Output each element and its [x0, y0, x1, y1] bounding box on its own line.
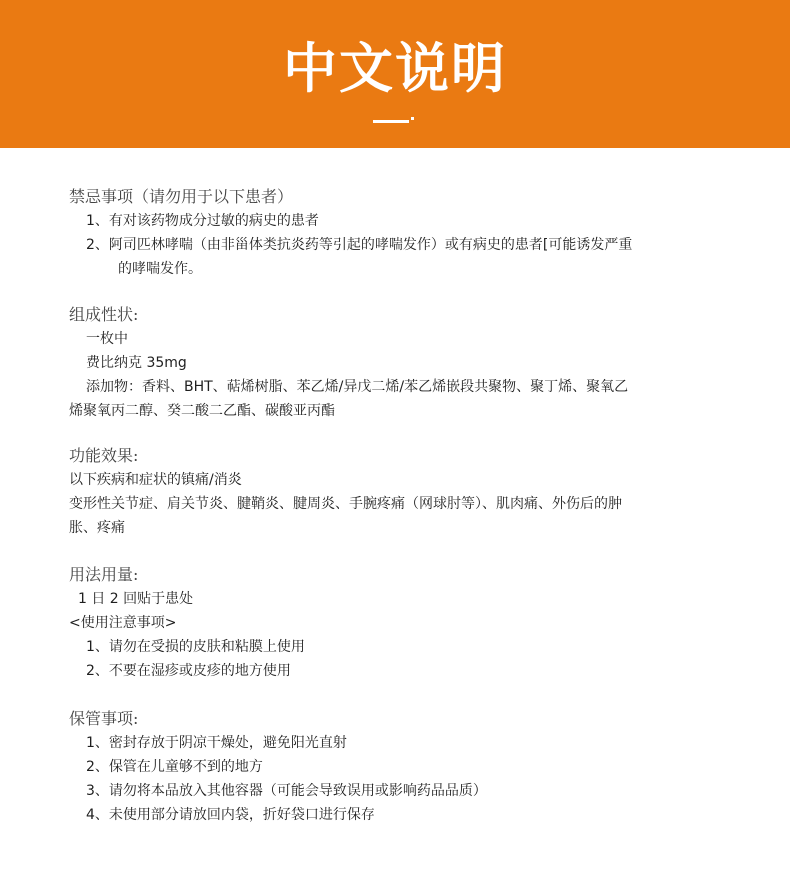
- effects-line-3: 胀、疼痛: [69, 520, 125, 536]
- usage-line-1: 1 日 2 回贴于患处: [78, 591, 194, 607]
- storage-line-1: 1、密封存放于阴凉干燥处，避免阳光直射: [86, 735, 347, 751]
- storage-title: 保管事项:: [69, 709, 139, 728]
- effects-title: 功能效果:: [69, 446, 139, 465]
- title-underline: [373, 120, 409, 123]
- composition-line-1: 一枚中: [86, 331, 128, 347]
- effects-line-1: 以下疾病和症状的镇痛/消炎: [69, 472, 242, 488]
- composition-line-3: 添加物：香料、BHT、萜烯树脂、苯乙烯/异戊二烯/苯乙烯嵌段共聚物、聚丁烯、聚氧乙: [86, 379, 629, 395]
- composition-line-4: 烯聚氧丙二醇、癸二酸二乙酯、碳酸亚丙酯: [69, 403, 335, 419]
- composition-title: 组成性状:: [69, 305, 139, 324]
- header-banner: [0, 0, 790, 148]
- contraindication-item-2-cont: 的哮喘发作。: [118, 261, 202, 277]
- usage-note-2: 2、不要在湿疹或皮疹的地方使用: [86, 663, 291, 679]
- title-underline-dot: [411, 117, 414, 120]
- usage-title: 用法用量:: [69, 565, 139, 584]
- composition-line-2: 费比纳克 35mg: [86, 355, 187, 371]
- page-title: 中文说明: [283, 37, 507, 100]
- storage-line-4: 4、未使用部分请放回内袋，折好袋口进行保存: [86, 807, 375, 823]
- usage-note-1: 1、请勿在受损的皮肤和粘膜上使用: [86, 639, 305, 655]
- contraindications-title: 禁忌事项（请勿用于以下患者）: [69, 187, 294, 206]
- effects-line-2: 变形性关节症、肩关节炎、腱鞘炎、腱周炎、手腕疼痛（网球肘等）、肌肉痛、外伤后的肿: [69, 496, 622, 512]
- usage-notes-heading: <使用注意事项>: [69, 615, 177, 631]
- storage-line-3: 3、请勿将本品放入其他容器（可能会导致误用或影响药品品质）: [86, 783, 487, 799]
- contraindication-item-2: 2、阿司匹林哮喘（由非甾体类抗炎药等引起的哮喘发作）或有病史的患者[可能诱发严重: [86, 237, 633, 253]
- contraindication-item-1: 1、有对该药物成分过敏的病史的患者: [86, 213, 319, 229]
- storage-line-2: 2、保管在儿童够不到的地方: [86, 759, 263, 775]
